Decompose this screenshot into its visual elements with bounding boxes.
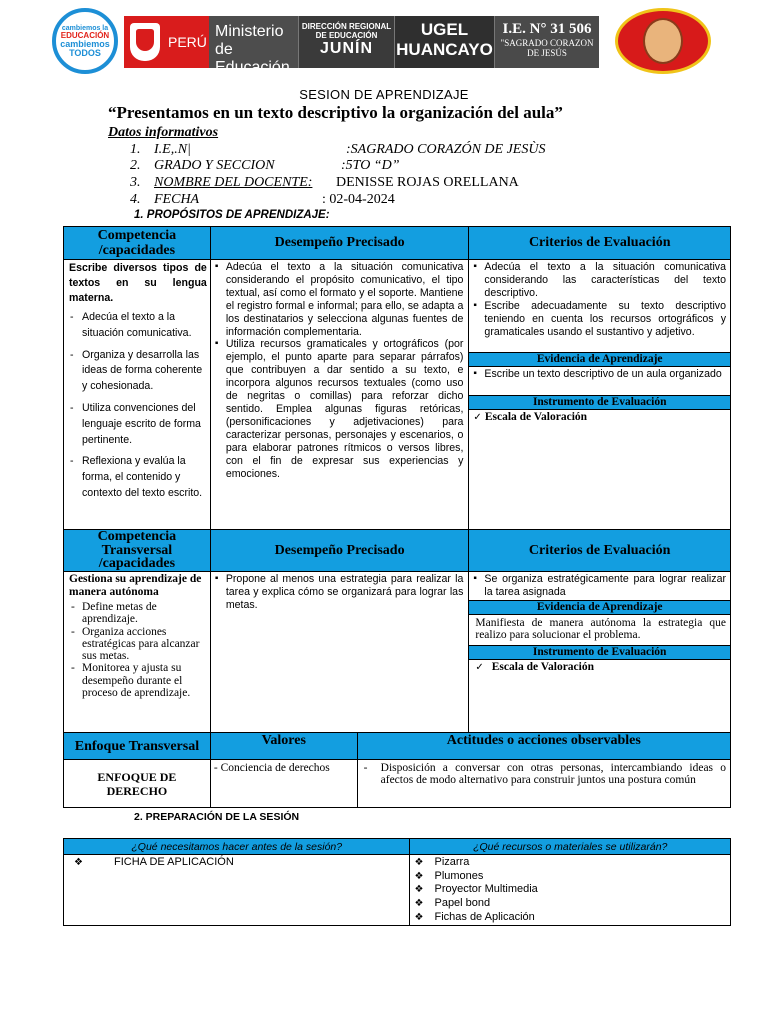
antes-cell bbox=[64, 855, 410, 926]
info-row-2 bbox=[130, 158, 275, 174]
info-row-1 bbox=[130, 142, 191, 158]
campaign-logo-line1: cambiemos la bbox=[61, 24, 109, 32]
info-value-4: : 02-04-2024 bbox=[322, 192, 395, 207]
instrumento-text: Escala de Valoración bbox=[491, 661, 594, 673]
dre-line2: DE EDUCACIÓN bbox=[315, 31, 378, 40]
antes-text: FICHA DE APLICACIÓN bbox=[114, 856, 234, 868]
dre-block bbox=[298, 16, 394, 68]
diamond-bullet-icon: ❖ bbox=[414, 870, 424, 882]
instrumento-block bbox=[469, 410, 730, 425]
info-label: NOMBRE DEL DOCENTE: bbox=[154, 175, 313, 190]
info-value-2: :5TO “D” bbox=[341, 158, 400, 173]
recurso-text: Proyector Multimedia bbox=[434, 883, 538, 896]
session-label: SESION DE APRENDIZAJE bbox=[299, 87, 469, 102]
col-header-desempeno: Desempeño Precisado bbox=[210, 530, 469, 572]
ugel-line1: UGEL bbox=[420, 20, 469, 39]
ie-name-line2: DE JESÚS bbox=[527, 48, 567, 58]
info-num: 1. bbox=[130, 142, 141, 157]
info-num: 3. bbox=[130, 175, 141, 190]
info-num: 2. bbox=[130, 158, 141, 173]
recursos-list bbox=[410, 856, 730, 925]
list-item: - Adecúa el texto a la situación comunicativa. bbox=[69, 310, 207, 342]
actitud-text: - Disposición a conversar con otras personas, intercambiando ideas o afectos de modo alternativo para construir juntos una postura común bbox=[362, 762, 726, 787]
col-header-valores: Valores bbox=[210, 733, 357, 760]
list-item: ▪ Se organiza estratégicamente para lograr realizar la tarea asignada bbox=[471, 573, 726, 599]
ugel-block bbox=[394, 16, 494, 68]
evidencia-header: Evidencia de Aprendizaje bbox=[469, 352, 730, 367]
col-header-enfoque: Enfoque Transversal bbox=[64, 733, 211, 760]
list-item bbox=[410, 870, 730, 884]
page-title: “Presentamos en un texto descriptivo la organización del aula” bbox=[108, 103, 563, 122]
info-label: I.E,.N| bbox=[154, 142, 191, 157]
competencia-cell bbox=[64, 260, 211, 530]
evidencia-text: Manifiesta de manera autónoma la estrategia que realizo para solucionar el problema. bbox=[475, 617, 726, 642]
desempeno-transversal-cell bbox=[210, 572, 469, 733]
capacidades-list bbox=[69, 310, 207, 502]
diamond-bullet-icon: ❖ bbox=[414, 898, 424, 910]
instrumento-block bbox=[469, 660, 730, 675]
list-item: - Organiza y desarrolla las ideas de forma coherente y cohesionada. bbox=[69, 348, 207, 395]
col-header-antes: ¿Qué necesitamos hacer antes de la sesión? bbox=[64, 839, 410, 855]
col-header-criterios: Criterios de Evaluación bbox=[469, 530, 731, 572]
ministerio-block bbox=[208, 16, 298, 76]
criterios-block bbox=[469, 572, 730, 600]
evidencia-text: ▪ Escribe un texto descriptivo de un aula organizado bbox=[471, 368, 726, 381]
ie-number: I.E. N° 31 506 bbox=[502, 21, 592, 37]
col-header-actitudes: Actitudes o acciones observables bbox=[357, 733, 730, 760]
criterios-cell bbox=[469, 260, 731, 530]
list-item: ▪ Escribe adecuadamente su texto descriptivo teniendo en cuenta los recursos ortográficos y gramaticales usando el sustantivo y adjetivo. bbox=[471, 300, 726, 339]
competencia-title: Escribe diversos tipos de textos en su lengua materna. bbox=[69, 262, 207, 304]
enfoque-table bbox=[63, 732, 731, 808]
list-item: - Define metas de aprendizaje. bbox=[69, 601, 207, 626]
campaign-logo-line3: cambiemos TODOS bbox=[60, 38, 110, 58]
col-header-competencia-transversal: Competencia Transversal /capacidades bbox=[64, 530, 211, 572]
list-item bbox=[410, 856, 730, 870]
diamond-bullet-icon: ❖ bbox=[74, 857, 83, 868]
ie-name-line1: "SAGRADO CORAZON bbox=[500, 38, 594, 48]
ministerio-line1: Ministerio bbox=[215, 23, 284, 40]
competencia-transversal-cell bbox=[64, 572, 211, 733]
capacidades-transversal-list bbox=[69, 601, 207, 699]
enfoque-cell: ENFOQUE DE DERECHO bbox=[64, 760, 211, 808]
info-value-3: DENISSE ROJAS ORELLANA bbox=[336, 175, 519, 190]
actitud-cell bbox=[357, 760, 730, 808]
col-header-competencia: Competencia /capacidades bbox=[64, 227, 211, 260]
campaign-logo-line2: EDUCACIÓN bbox=[60, 30, 110, 40]
competencia-transversal-table bbox=[63, 529, 731, 733]
info-row-3 bbox=[130, 175, 312, 191]
criterios-list bbox=[471, 261, 726, 338]
recurso-text: Papel bond bbox=[434, 897, 491, 910]
list-item: ▪ Adecúa el texto a la situación comunicativa considerando el propósito comunicativo, el tipo textual, así como el formato y el soporte. Mantiene el registro formal e informal; para ello, se adapta a los destinatarios y selecciona algunas fuentes de información complementaria. bbox=[213, 261, 464, 338]
purpose-title: 1. PROPÓSITOS DE APRENDIZAJE: bbox=[134, 209, 330, 221]
recurso-text: Pizarra bbox=[434, 856, 470, 868]
campaign-logo bbox=[52, 8, 118, 74]
instrumento-text: Escala de Valoración bbox=[484, 411, 588, 423]
desempeno-list bbox=[213, 261, 464, 480]
ministerio-line2: de Educación bbox=[215, 41, 290, 76]
header-banner bbox=[0, 6, 768, 80]
list-item: ▪ Utiliza recursos gramaticales y ortográficos (por ejemplo, el punto aparte para separar párrafos) que contribuyen a dar sentido a su texto, e incorpora algunos recursos textuales (como uso de negritas o comillas) para reforzar dicho sentido. Emplea algunas figuras retóricas, (personificaciones y adjetivaciones) para caracterizar personas, personajes y escenarios, o para elaborar patrones rítmicos o versos libres, con el fin de expresar sus experiencias y emociones. bbox=[213, 338, 464, 480]
info-label: GRADO Y SECCION bbox=[154, 158, 275, 173]
preparacion-title: 2. PREPARACIÓN DE LA SESIÓN bbox=[134, 811, 300, 823]
list-item: - Reflexiona y evalúa la forma, el contenido y contexto del texto escrito. bbox=[69, 454, 207, 501]
info-num: 4. bbox=[130, 192, 141, 207]
recursos-cell bbox=[410, 855, 731, 926]
list-item: - Organiza acciones estratégicas para alcanzar sus metas. bbox=[69, 626, 207, 663]
evidencia-block bbox=[469, 367, 730, 395]
government-band bbox=[124, 16, 599, 76]
recurso-text: Fichas de Aplicación bbox=[434, 910, 535, 923]
diamond-bullet-icon: ❖ bbox=[414, 884, 424, 896]
sacred-heart-icon bbox=[643, 18, 683, 64]
list-item bbox=[410, 883, 730, 897]
shield-icon bbox=[130, 23, 160, 61]
criterios-block bbox=[469, 260, 730, 352]
list-item: ▪ Adecúa el texto a la situación comunicativa considerando las características del texto descriptivo. bbox=[471, 261, 726, 300]
info-label: FECHA bbox=[154, 192, 200, 207]
diamond-bullet-icon: ❖ bbox=[414, 911, 424, 923]
dre-line1: DIRECCIÓN REGIONAL bbox=[301, 22, 392, 31]
evidencia-header: Evidencia de Aprendizaje bbox=[469, 600, 730, 615]
preparacion-table bbox=[63, 838, 731, 926]
list-item bbox=[410, 897, 730, 911]
checkmark-icon: ✓ bbox=[475, 662, 484, 673]
col-header-recursos: ¿Qué recursos o materiales se utilizarán? bbox=[410, 839, 731, 855]
diamond-bullet-icon: ❖ bbox=[414, 857, 424, 868]
ugel-line2: HUANCAYO bbox=[396, 40, 493, 59]
col-header-desempeno: Desempeño Precisado bbox=[210, 227, 469, 260]
competencia-transversal-title: Gestiona su aprendizaje de manera autónoma bbox=[69, 573, 202, 598]
desempeno-cell bbox=[210, 260, 469, 530]
competencias-table bbox=[63, 226, 731, 530]
peru-block bbox=[124, 16, 208, 68]
checkmark-icon: ✓ bbox=[473, 412, 482, 423]
list-item: - Utiliza convenciones del lenguaje escrito de forma pertinente. bbox=[69, 401, 207, 448]
peru-label: PERÚ bbox=[168, 34, 207, 50]
dre-line3: JUNÍN bbox=[319, 40, 373, 57]
col-header-criterios: Criterios de Evaluación bbox=[469, 227, 731, 260]
list-item: ▪ Propone al menos una estrategia para realizar la tarea y explica cómo se organizará para lograr las metas. bbox=[213, 573, 464, 612]
recurso-text: Plumones bbox=[434, 869, 484, 882]
ie-block bbox=[494, 16, 599, 68]
criterios-transversal-cell bbox=[469, 572, 731, 733]
school-seal bbox=[615, 8, 711, 74]
datos-informativos-label: Datos informativos bbox=[108, 125, 219, 140]
valor-cell: - Conciencia de derechos bbox=[210, 760, 357, 808]
instrumento-header: Instrumento de Evaluación bbox=[469, 645, 730, 660]
info-value-1: :SAGRADO CORAZÓN DE JESÙS bbox=[346, 142, 546, 157]
list-item bbox=[410, 911, 730, 925]
list-item: - Monitorea y ajusta su desempeño durante el proceso de aprendizaje. bbox=[69, 662, 207, 699]
instrumento-header: Instrumento de Evaluación bbox=[469, 395, 730, 410]
info-row-4 bbox=[130, 192, 199, 208]
